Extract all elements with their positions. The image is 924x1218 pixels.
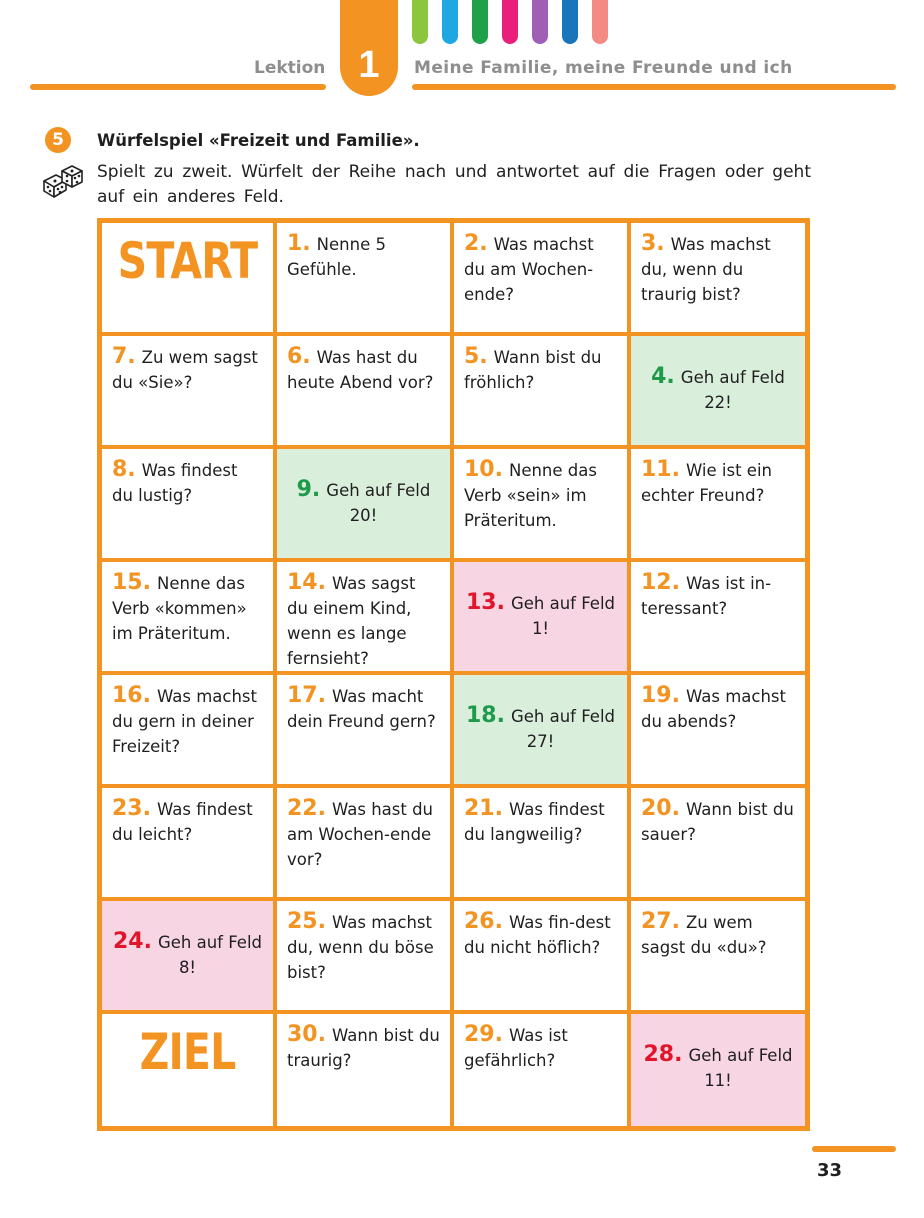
cell-text: Geh auf Feld 22! (680, 368, 785, 412)
color-tab (532, 0, 548, 44)
start-cell (102, 223, 273, 332)
cell-number: 3. (641, 231, 665, 256)
board-cell-24 (102, 901, 273, 1010)
cell-number: 23. (112, 796, 151, 821)
cell-text: Was machst du, wenn du böse bist? (287, 913, 434, 982)
task-instruction: Spielt zu zweit. Würfelt der Reihe nach und antwortet auf die Fragen oder geht auf ein anderes Feld. (97, 162, 811, 207)
cell-text: Nenne das Verb «sein» im Präteritum. (464, 461, 597, 530)
cell-number: 26. (464, 909, 503, 934)
cell-number: 19. (641, 683, 680, 708)
cell-text: Was ist gefährlich? (464, 1026, 568, 1070)
cell-text: Was machst du, wenn du traurig bist? (641, 235, 771, 304)
cell-number: 29. (464, 1022, 503, 1047)
cell-text: Was machst du am Wochen-ende? (464, 235, 594, 304)
color-tab (592, 0, 608, 44)
cell-number: 24. (112, 929, 152, 954)
cell-text: Geh auf Feld 27! (510, 707, 616, 751)
board-cell-19 (631, 675, 805, 784)
cell-text: Was macht dein Freund gern? (287, 687, 436, 731)
cell-number: 13. (465, 590, 505, 615)
board-cell-22 (277, 788, 450, 897)
cell-number: 22. (287, 796, 326, 821)
cell-text: Wann bist du traurig? (287, 1026, 440, 1070)
page-number: 33 (817, 1160, 843, 1181)
cell-number: 4. (651, 364, 675, 389)
board-cell-30 (277, 1014, 450, 1126)
cell-number: 7. (112, 344, 136, 369)
board-cell-9 (277, 449, 450, 558)
board-cell-2 (454, 223, 627, 332)
board-cell-7 (102, 336, 273, 445)
board-cell-11 (631, 449, 805, 558)
cell-number: 10. (464, 457, 503, 482)
cell-number: 17. (287, 683, 326, 708)
board-cell-25 (277, 901, 450, 1010)
color-tab (412, 0, 428, 44)
cell-text: Geh auf Feld 8! (157, 933, 263, 977)
board-cell-13 (454, 562, 627, 671)
cell-number: 21. (464, 796, 503, 821)
board-cell-18 (454, 675, 627, 784)
cell-text: Wann bist du fröhlich? (464, 348, 602, 392)
ziel-label: ZIEL (139, 1023, 236, 1081)
cell-text: Nenne 5 Gefühle. (287, 235, 386, 279)
ziel-cell (102, 1014, 273, 1126)
cell-text: Was findest du langweilig? (464, 800, 605, 844)
cell-number: 5. (464, 344, 488, 369)
cell-number: 16. (112, 683, 151, 708)
cell-text: Was sagst du einem Kind, wenn es lange fernsieht? (287, 574, 416, 668)
cell-text: Geh auf Feld 20! (326, 481, 431, 525)
header-rule-left (30, 84, 326, 90)
dice-icon (40, 163, 84, 201)
board-cell-1 (277, 223, 450, 332)
task-number-badge: 5 (45, 127, 71, 153)
board-cell-29 (454, 1014, 627, 1126)
cell-text: Wie ist ein echter Freund? (641, 461, 773, 505)
board-cell-14 (277, 562, 450, 671)
board-cell-20 (631, 788, 805, 897)
color-tabs (412, 0, 608, 44)
cell-text: Zu wem sagst du «du»? (641, 913, 767, 957)
board-cell-26 (454, 901, 627, 1010)
footer-rule (812, 1146, 896, 1152)
color-tab (472, 0, 488, 44)
board-cell-23 (102, 788, 273, 897)
board-cell-15 (102, 562, 273, 671)
lektion-label: Lektion (254, 58, 326, 78)
game-board (97, 218, 810, 1131)
cell-number: 18. (465, 703, 505, 728)
board-cell-16 (102, 675, 273, 784)
board-cell-17 (277, 675, 450, 784)
cell-text: Was hast du heute Abend vor? (287, 348, 434, 392)
board-cell-3 (631, 223, 805, 332)
cell-text: Geh auf Feld 1! (510, 594, 616, 638)
cell-text: Was findest du lustig? (112, 461, 238, 505)
cell-number: 2. (464, 231, 488, 256)
cell-text: Was fin-dest du nicht höflich? (464, 913, 611, 957)
cell-text: Was ist in-teressant? (641, 574, 772, 618)
cell-text: Wann bist du sauer? (641, 800, 794, 844)
cell-text: Geh auf Feld 11! (688, 1046, 793, 1090)
lesson-number-tab: 1 (340, 0, 398, 96)
cell-text: Was machst du abends? (641, 687, 786, 731)
cell-number: 28. (643, 1042, 683, 1067)
cell-number: 11. (641, 457, 680, 482)
start-label: START (117, 232, 258, 290)
cell-number: 8. (112, 457, 136, 482)
board-cell-8 (102, 449, 273, 558)
cell-number: 25. (287, 909, 326, 934)
cell-number: 20. (641, 796, 680, 821)
cell-number: 15. (112, 570, 151, 595)
board-cell-12 (631, 562, 805, 671)
cell-number: 12. (641, 570, 680, 595)
cell-text: Zu wem sagst du «Sie»? (112, 348, 258, 392)
color-tab (562, 0, 578, 44)
color-tab (442, 0, 458, 44)
board-cell-27 (631, 901, 805, 1010)
color-tab (502, 0, 518, 44)
cell-number: 6. (287, 344, 311, 369)
cell-number: 30. (287, 1022, 326, 1047)
board-cell-21 (454, 788, 627, 897)
cell-number: 9. (296, 477, 321, 502)
cell-text: Was findest du leicht? (112, 800, 253, 844)
cell-number: 1. (287, 231, 311, 256)
cell-text: Was hast du am Wochen-ende vor? (287, 800, 434, 869)
board-cell-4 (631, 336, 805, 445)
cell-text: Nenne das Verb «kommen» im Präteritum. (112, 574, 247, 643)
board-cell-28 (631, 1014, 805, 1126)
header-rule-right (412, 84, 896, 90)
cell-number: 14. (287, 570, 326, 595)
board-cell-5 (454, 336, 627, 445)
cell-number: 27. (641, 909, 680, 934)
cell-text: Was machst du gern in deiner Freizeit? (112, 687, 257, 756)
board-cell-6 (277, 336, 450, 445)
task-title: Würfelspiel «Freizeit und Familie». (97, 131, 420, 150)
board-cell-10 (454, 449, 627, 558)
chapter-title: Meine Familie, meine Freunde und ich (414, 58, 793, 78)
